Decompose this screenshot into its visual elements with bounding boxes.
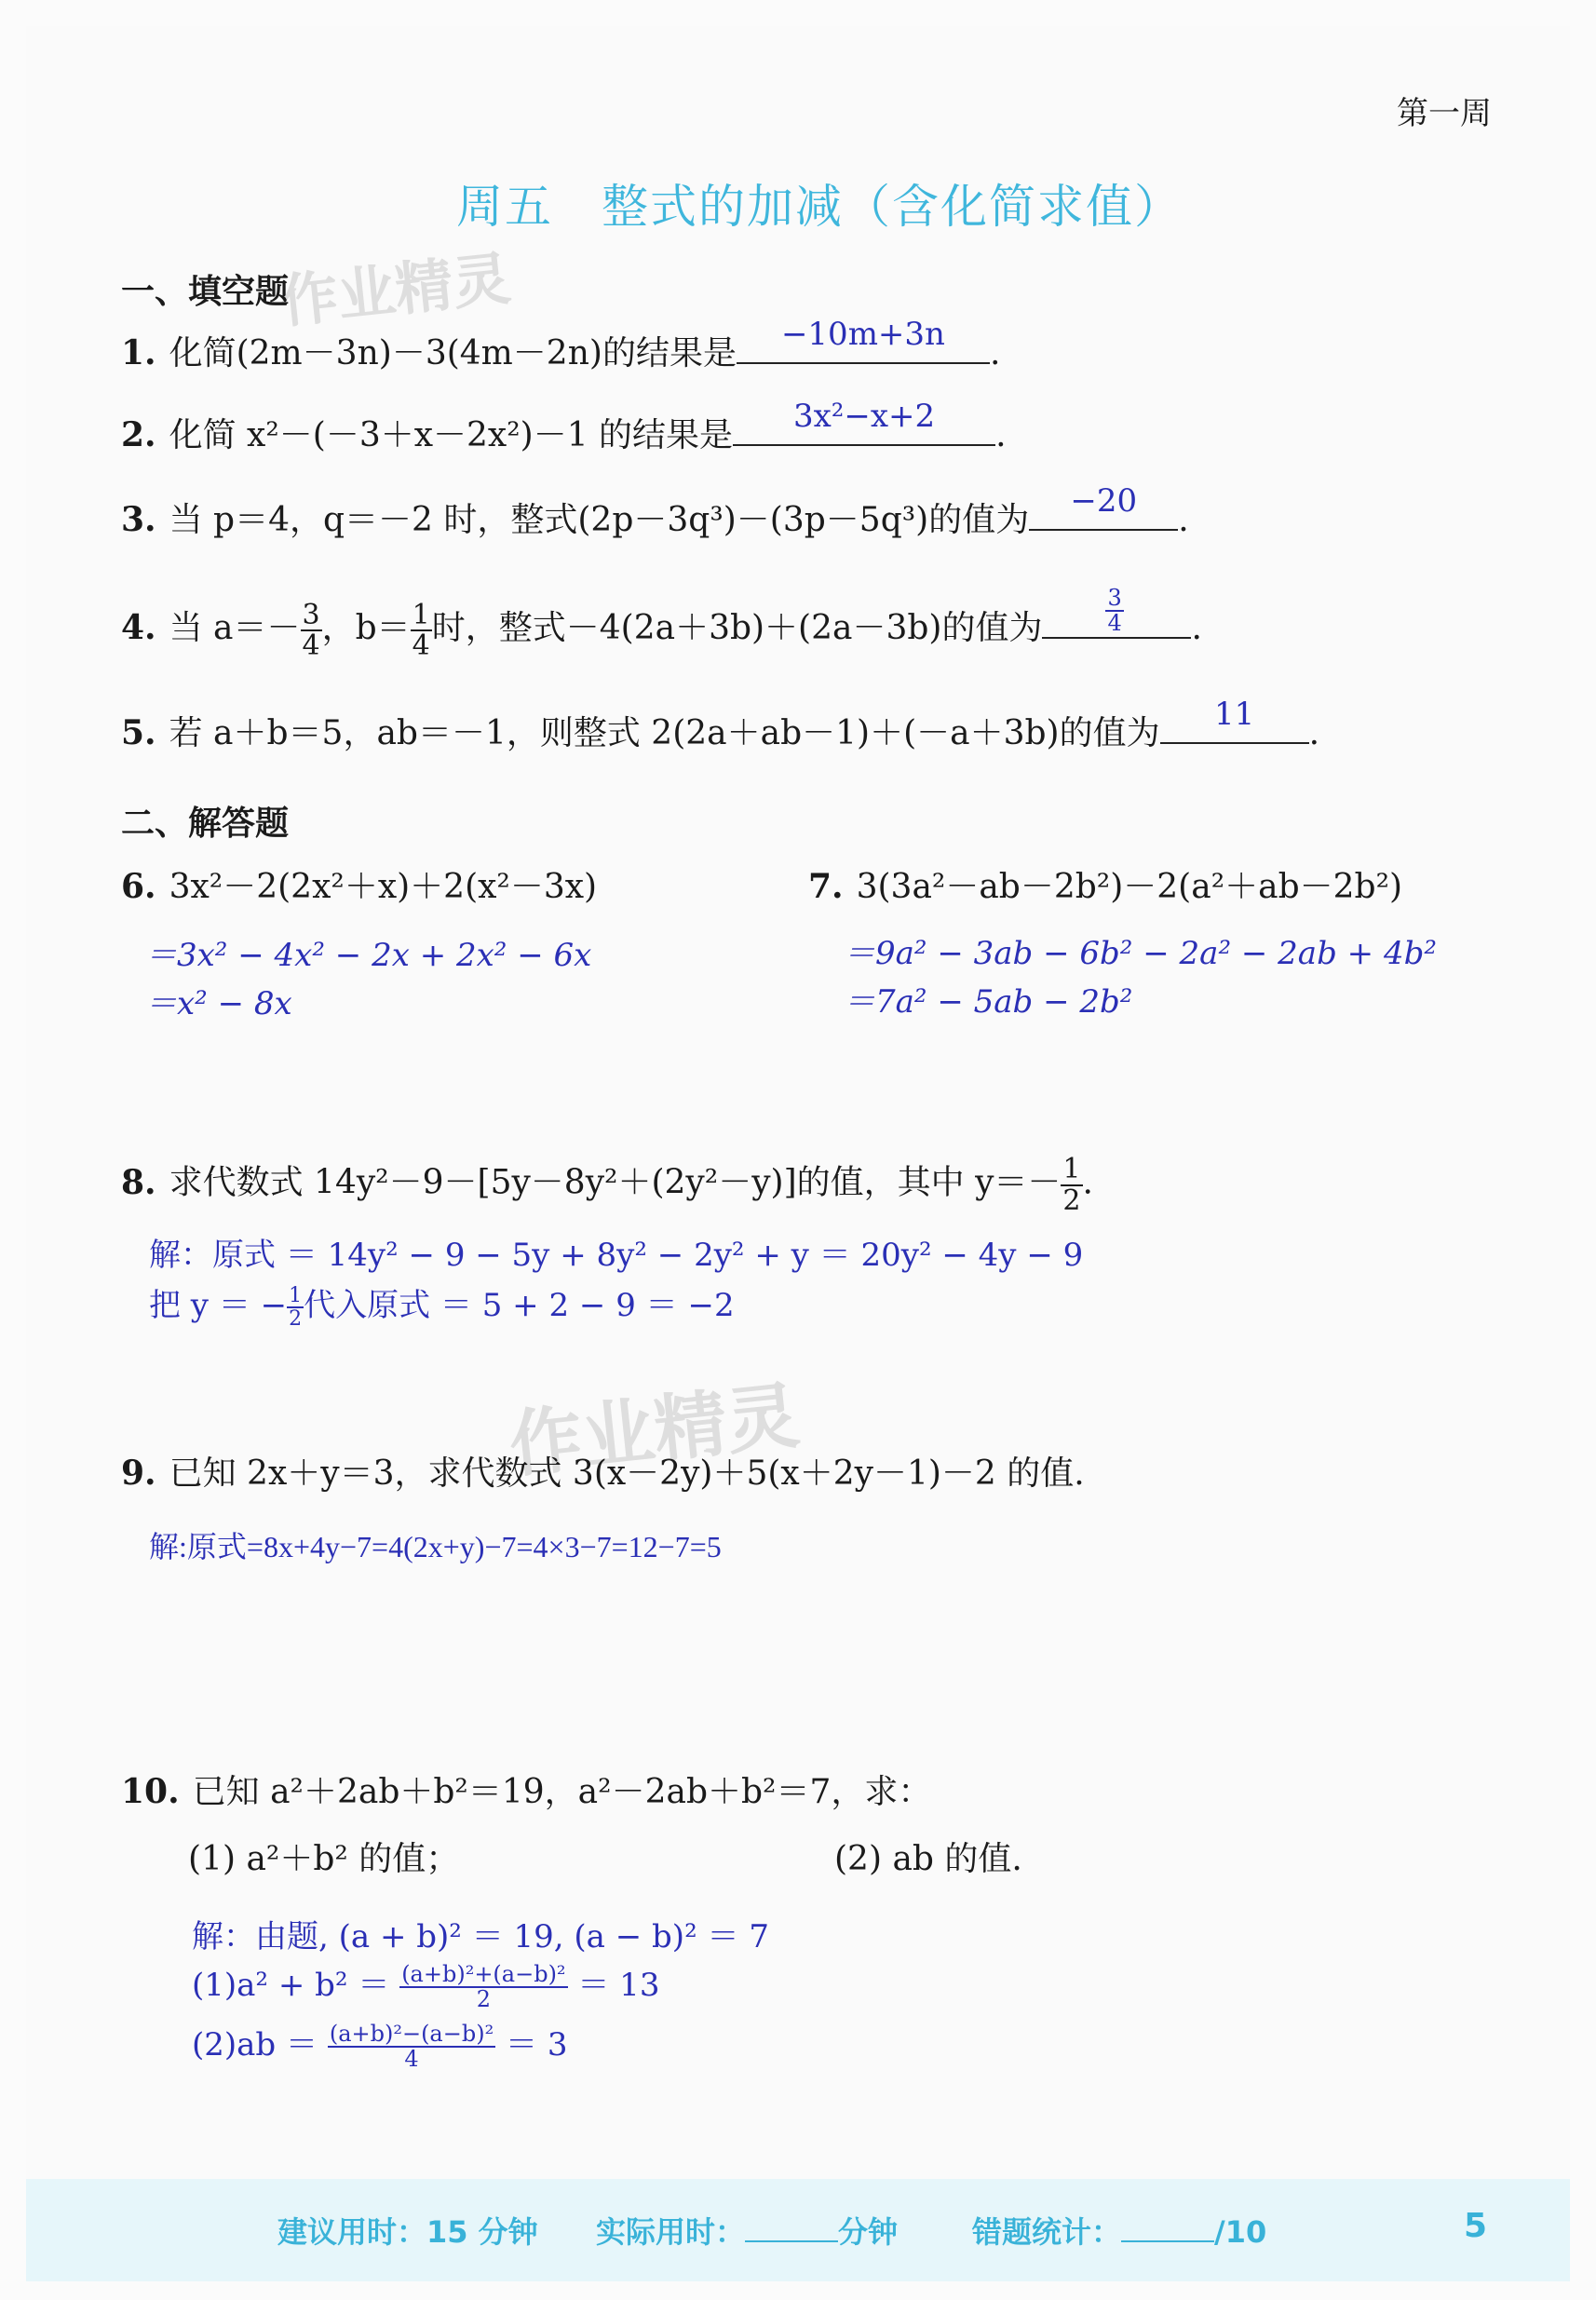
fraction-denominator: 2 <box>1062 1184 1081 1217</box>
answer-text: 代入原式 ＝ 5 + 2 − 9 ＝ −2 <box>304 1287 735 1324</box>
question-text: 3x²－2(2x²＋x)＋2(x²－3x) <box>169 868 598 906</box>
question-1 <box>121 316 1001 374</box>
answer-blank <box>733 398 995 446</box>
actual-time <box>596 2209 898 2252</box>
fraction-denominator: 4 <box>302 629 320 662</box>
question-9 <box>121 1453 1085 1495</box>
fraction-numerator: 3 <box>1107 584 1122 611</box>
answer-line: 解：原式 ＝ 14y² − 9 − 5y + 8y² − 2y² + y ＝ 20y² − 4y − 9 <box>149 1237 1084 1274</box>
answer-blank <box>1160 696 1309 744</box>
question-7 <box>808 866 1402 908</box>
period: . <box>989 334 1001 372</box>
error-count <box>972 2209 1266 2252</box>
answer-blank <box>737 316 990 364</box>
answer-line: ＝3x² − 4x² − 2x + 2x² − 6x <box>145 937 592 974</box>
watermark-top: 作业精灵 <box>277 244 514 336</box>
question-number: 6. <box>121 867 156 906</box>
fraction-denominator: 2 <box>289 1307 303 1331</box>
error-count-total: /10 <box>1214 2214 1267 2250</box>
fraction-numerator: 1 <box>412 598 430 631</box>
page-title: 周五 整式的加减（含化简求值） <box>456 180 1183 234</box>
fraction-numerator: 3 <box>302 598 320 631</box>
watermark-middle: 作业精灵 <box>505 1373 804 1489</box>
fraction <box>287 1285 304 1330</box>
fraction-numerator: (a+b)²+(a−b)² <box>401 1960 566 1987</box>
fraction <box>301 598 322 662</box>
fraction-numerator: 1 <box>289 1283 303 1307</box>
question-10 <box>121 1771 931 1813</box>
question-number: 7. <box>808 867 844 906</box>
fraction-denominator: 4 <box>412 629 430 662</box>
question-text: ，b＝ <box>321 609 411 647</box>
answer-text: (1)a² + b² ＝ <box>192 1967 390 2004</box>
question-text: 若 a＋b＝5，ab＝－1，则整式 2(2a＋ab－1)＋(－a＋3b)的值为 <box>169 714 1160 752</box>
answer-line: 解：由题, (a + b)² ＝ 19, (a − b)² ＝ 7 <box>192 1918 769 1955</box>
question-text: 求代数式 14y²－9－[5y－8y²＋(2y²－y)]的值，其中 y＝－ <box>169 1163 1062 1202</box>
answer-text: 11 <box>1213 696 1255 733</box>
sub-question-2: (2) ab 的值. <box>834 1840 1022 1878</box>
fraction-denominator: 2 <box>476 1986 492 2012</box>
answer-text: −10m+3n <box>780 316 945 353</box>
actual-time-unit: 分钟 <box>838 2214 899 2250</box>
question-3 <box>121 482 1189 541</box>
answer-line: ＝x² − 8x <box>145 985 292 1022</box>
answer-line: ＝7a² − 5ab − 2b² <box>844 983 1133 1021</box>
page-number: 5 <box>1464 2207 1488 2245</box>
week-label: 第一周 <box>1397 95 1492 132</box>
question-number: 9. <box>121 1454 156 1493</box>
fraction-numerator: 1 <box>1062 1153 1081 1185</box>
question-number: 2. <box>121 415 156 454</box>
error-count-blank <box>1121 2216 1214 2242</box>
period: . <box>995 416 1007 454</box>
fraction <box>399 1960 567 2012</box>
question-text: 时，整式－4(2a＋3b)＋(2a－3b)的值为 <box>431 609 1043 647</box>
answer-line: ＝9a² − 3ab − 6b² − 2a² − 2ab + 4b² <box>844 935 1437 972</box>
answer-text: −20 <box>1070 482 1138 520</box>
answer-line <box>149 1279 735 1330</box>
period: . <box>1191 609 1202 647</box>
question-2 <box>121 398 1007 456</box>
actual-time-label: 实际用时： <box>596 2214 746 2250</box>
fraction <box>328 2020 495 2072</box>
answer-text: 把 y ＝ − <box>149 1287 288 1324</box>
fraction-denominator: 4 <box>404 2046 419 2072</box>
period: . <box>1082 1163 1093 1202</box>
fraction-denominator: 4 <box>1107 609 1122 636</box>
actual-time-blank <box>745 2216 838 2242</box>
question-number: 3. <box>121 500 156 539</box>
question-6 <box>121 866 597 908</box>
answer-line <box>192 2019 567 2071</box>
question-number: 8. <box>121 1162 156 1202</box>
question-5 <box>121 696 1320 754</box>
fraction <box>1061 1155 1082 1215</box>
question-number: 1. <box>121 333 156 372</box>
period: . <box>1308 714 1320 752</box>
question-8 <box>121 1155 1093 1215</box>
answer-line: 解:原式=8x+4y−7=4(2x+y)−7=4×3−7=12−7=5 <box>149 1530 722 1563</box>
question-text: 当 p＝4，q＝－2 时，整式(2p－3q³)－(3p－5q³)的值为 <box>169 501 1030 539</box>
error-count-label: 错题统计： <box>972 2214 1122 2250</box>
fraction-numerator: (a+b)²−(a−b)² <box>329 2020 494 2047</box>
question-number: 4. <box>121 608 156 647</box>
question-text: 当 a＝－ <box>169 609 301 647</box>
answer-text: ＝ 3 <box>506 2026 568 2063</box>
section-fill-blank: 一、填空题 <box>121 273 290 311</box>
question-4 <box>121 585 1202 661</box>
question-text: 3(3a²－ab－2b²)－2(a²＋ab－2b²) <box>856 868 1403 906</box>
question-text: 化简(2m－3n)－3(4m－2n)的结果是 <box>169 334 737 372</box>
period: . <box>1178 501 1189 539</box>
answer-blank <box>1042 585 1191 639</box>
answer-blank <box>1029 482 1178 531</box>
sub-question-1: (1) a²＋b² 的值； <box>188 1840 460 1878</box>
question-text: 已知 a²＋2ab＋b²＝19，a²－2ab＋b²＝7，求： <box>192 1773 932 1811</box>
answer-text: (2)ab ＝ <box>192 2026 318 2063</box>
answer-fraction <box>1105 584 1123 636</box>
answer-text: 3x²−x+2 <box>792 398 936 435</box>
suggested-time: 建议用时：15 分钟 <box>277 2214 538 2250</box>
question-text: 化简 x²－(－3＋x－2x²)－1 的结果是 <box>169 416 734 454</box>
section-answer: 二、解答题 <box>121 805 290 843</box>
question-number: 5. <box>121 713 156 752</box>
fraction <box>411 598 432 662</box>
answer-line <box>192 1959 659 2011</box>
answer-text: ＝ 13 <box>577 1967 660 2004</box>
question-number: 10. <box>121 1772 180 1811</box>
question-text: 已知 2x＋y＝3，求代数式 3(x－2y)＋5(x＋2y－1)－2 的值. <box>169 1454 1085 1493</box>
